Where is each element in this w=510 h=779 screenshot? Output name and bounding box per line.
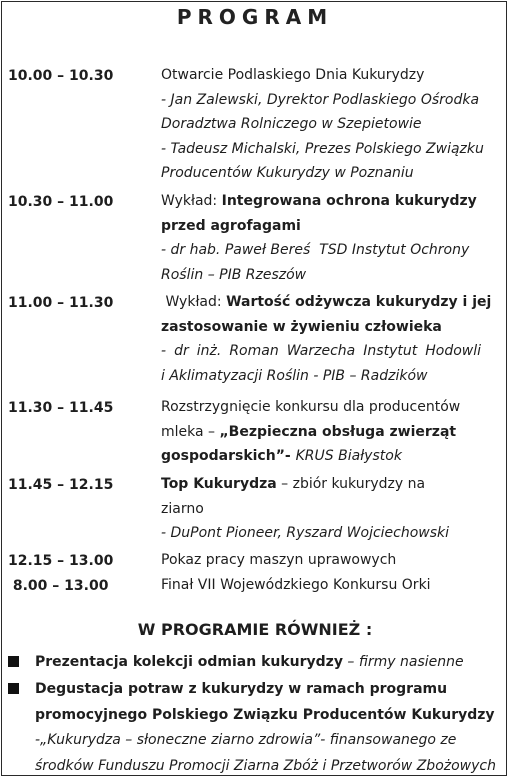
- text-segment: promocyjnego Polskiego Związku Producentów Kukurydzy: [35, 706, 495, 723]
- text-line: [161, 238, 481, 263]
- text-line: [35, 728, 505, 754]
- text-line: [161, 112, 481, 137]
- also-item: [35, 677, 505, 779]
- text-segment: Wykład:: [161, 294, 227, 310]
- schedule-time: 10.00 – 10.30: [8, 68, 114, 84]
- text-line: [161, 315, 481, 340]
- text-segment: - Jan Zalewski, Dyrektor Podlaskiego Ośrodka: [161, 91, 480, 108]
- text-line: [161, 444, 481, 469]
- text-segment: mleka –: [161, 423, 220, 440]
- text-segment: – zbiór kukurydzy na: [276, 476, 426, 492]
- text-line: [161, 339, 481, 364]
- text-segment: gospodarskich”-: [161, 448, 296, 465]
- schedule-description: [161, 290, 492, 388]
- schedule-time: 11.45 – 12.15: [8, 477, 114, 493]
- text-line: [161, 63, 481, 88]
- text-line: [161, 364, 481, 389]
- text-segment: Doradztwa Rolniczego w Szepietowie: [161, 116, 422, 133]
- square-bullet-icon: [8, 656, 19, 667]
- text-line: [161, 548, 481, 573]
- text-segment: Integrowana ochrona kukurydzy: [221, 193, 477, 209]
- text-segment: „Bezpieczna obsługa zwierząt: [219, 423, 457, 440]
- text-line: [161, 472, 481, 497]
- text-segment: - dr hab. Paweł Bereś TSD Instytut Ochrony: [161, 242, 470, 259]
- text-line: [161, 573, 481, 598]
- text-segment: i Aklimatyzacji Roślin - PIB – Radzików: [161, 367, 428, 384]
- text-line: [161, 290, 492, 315]
- text-line: [161, 137, 484, 162]
- also-item: [35, 650, 505, 676]
- text-line: [161, 88, 481, 113]
- square-bullet-icon: [8, 683, 19, 694]
- schedule-time: 11.00 – 11.30: [8, 295, 114, 311]
- schedule-time: 10.30 – 11.00: [8, 194, 114, 210]
- text-line: [35, 677, 505, 703]
- schedule-description: [161, 189, 481, 287]
- schedule-description: [161, 395, 481, 469]
- text-line: [161, 161, 481, 186]
- text-line: [35, 754, 505, 779]
- text-segment: -„Kukurydza – słoneczne ziarno zdrowia”- finansowanego ze: [35, 732, 457, 749]
- schedule-description: [161, 472, 481, 546]
- text-line: [161, 521, 481, 546]
- text-line: [161, 263, 481, 288]
- text-segment: - DuPont Pioneer, Ryszard Wojciechowski: [161, 525, 450, 542]
- text-line: [161, 395, 481, 420]
- text-segment: przed agrofagami: [161, 217, 301, 234]
- schedule-description: [161, 63, 484, 186]
- text-segment: Prezentacja kolekcji odmian kukurydzy: [35, 654, 343, 670]
- text-line: [161, 420, 481, 445]
- text-segment: Producentów Kukurydzy w Poznaniu: [161, 165, 414, 182]
- text-segment: KRUS Białystok: [295, 448, 402, 465]
- text-line: [35, 650, 505, 676]
- page-title: PROGRAM: [176, 5, 334, 29]
- schedule-time: 8.00 – 13.00: [8, 578, 109, 594]
- text-segment: środków Funduszu Promocji Ziarna Zbóż i Przetworów Zbożowych: [35, 757, 496, 774]
- text-line: [161, 497, 481, 522]
- text-segment: - dr inż. Roman Warzecha Instytut Hodowli: [161, 343, 481, 360]
- text-line: [35, 703, 505, 729]
- schedule-time: 12.15 – 13.00: [8, 553, 114, 569]
- text-segment: - Tadeusz Michalski, Prezes Polskiego Związku: [161, 140, 484, 157]
- text-segment: zastosowanie w żywieniu człowieka: [161, 318, 442, 335]
- text-segment: Wykład:: [161, 193, 222, 209]
- schedule-description: [161, 573, 481, 598]
- text-segment: Finał VII Wojewódzkiego Konkursu Orki: [161, 577, 431, 593]
- text-segment: Pokaz pracy maszyn uprawowych: [161, 552, 397, 568]
- text-segment: Roślin – PIB Rzeszów: [161, 266, 307, 283]
- text-segment: Degustacja potraw z kukurydzy w ramach programu: [35, 681, 448, 697]
- schedule-description: [161, 548, 481, 573]
- schedule-time: 11.30 – 11.45: [8, 400, 114, 416]
- text-line: [161, 189, 481, 214]
- text-line: [161, 214, 481, 239]
- text-segment: Top Kukurydza: [161, 476, 277, 492]
- section-subtitle: W PROGRAMIE RÓWNIEŻ :: [137, 620, 373, 639]
- text-segment: Wartość odżywcza kukurydzy i jej: [226, 294, 492, 310]
- text-segment: ziarno: [161, 500, 204, 517]
- text-segment: – firmy nasienne: [342, 654, 464, 670]
- text-segment: Rozstrzygnięcie konkursu dla producentów: [161, 399, 461, 415]
- text-segment: Otwarcie Podlaskiego Dnia Kukurydzy: [161, 67, 425, 83]
